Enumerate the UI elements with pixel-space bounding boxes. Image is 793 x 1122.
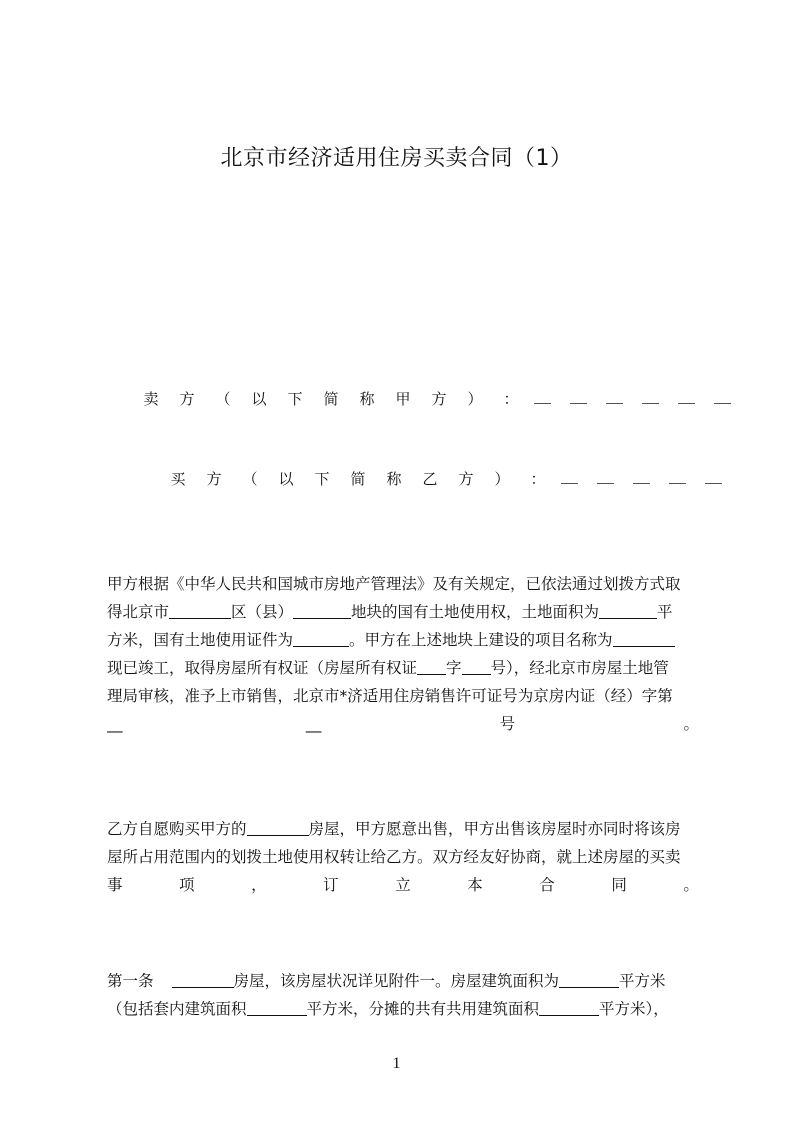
seller-char: 简 bbox=[323, 390, 339, 408]
text-char: 合 bbox=[539, 876, 555, 894]
fill-blank-cert-prefix bbox=[417, 658, 446, 675]
document-title: 北京市经济适用住房买卖合同（1） bbox=[220, 146, 573, 171]
text-char: 立 bbox=[395, 876, 411, 894]
seller-char: 卖 bbox=[143, 390, 159, 408]
text-fragment: 平 bbox=[657, 603, 673, 621]
text-line bbox=[107, 710, 699, 738]
text-fragment: 区（县） bbox=[231, 603, 294, 621]
text-line bbox=[107, 815, 699, 843]
fill-blank-building-area bbox=[559, 971, 619, 988]
text-fragment: 乙方自愿购买甲方的 bbox=[107, 820, 247, 838]
seller-char: ： bbox=[503, 390, 519, 408]
text-char: 事 bbox=[107, 876, 123, 894]
seller-blank bbox=[534, 390, 551, 404]
text-line bbox=[107, 967, 699, 995]
text-fragment: 方米，国有土地使用证件为 bbox=[107, 631, 294, 649]
fill-blank-inner-area bbox=[247, 999, 307, 1016]
text-char: 项 bbox=[179, 876, 195, 894]
page-number: 1 bbox=[392, 1055, 401, 1072]
seller-char: 方 bbox=[179, 390, 195, 408]
seller-char: 称 bbox=[359, 390, 375, 408]
seller-blank bbox=[678, 390, 695, 404]
buyer-char: 称 bbox=[386, 470, 402, 488]
text-line bbox=[107, 598, 699, 626]
buyer-blank bbox=[705, 470, 722, 484]
text-line bbox=[107, 995, 699, 1023]
text-line: 屋所占用范围内的划拨土地使用权转让给乙方。双方经友好协商，就上述房屋的买卖 bbox=[107, 848, 681, 866]
fill-blank-permit-2: __ bbox=[305, 715, 322, 733]
fill-blank-permit-1: __ bbox=[107, 715, 123, 733]
paragraph-land-use bbox=[107, 570, 699, 738]
fill-blank-shared-area bbox=[539, 999, 599, 1016]
buyer-char: （ bbox=[242, 470, 258, 488]
fill-blank-land-area bbox=[599, 602, 657, 619]
text-fragment: 房屋，甲方愿意出售，甲方出售该房屋时亦同时将该房 bbox=[308, 820, 681, 838]
fill-blank-house bbox=[247, 819, 309, 836]
fill-blank-project-name bbox=[613, 630, 675, 647]
buyer-blank bbox=[633, 470, 650, 484]
seller-blank bbox=[714, 390, 731, 404]
text-line bbox=[107, 626, 699, 654]
paragraph-purchase-intent bbox=[107, 815, 699, 899]
text-fragment: 平方米，分摊的共有共用建筑面积 bbox=[306, 1000, 540, 1018]
seller-char: 以 bbox=[251, 390, 267, 408]
text-line: 理局审核，准予上市销售，北京市*济适用住房销售许可证号为京房内证（经）字第 bbox=[107, 687, 673, 705]
text-fragment: 平方米）， bbox=[599, 1000, 669, 1018]
seller-char: 甲 bbox=[395, 390, 411, 408]
text-fragment: 。 bbox=[683, 715, 699, 733]
fill-blank-district bbox=[169, 602, 231, 619]
text-fragment: 号 bbox=[499, 715, 516, 733]
seller-blank bbox=[642, 390, 659, 404]
buyer-line bbox=[160, 468, 741, 489]
fill-blank-cert-number bbox=[462, 658, 491, 675]
text-fragment: 房屋，该房屋状况详见附件一。房屋建筑面积为 bbox=[233, 972, 560, 990]
buyer-char: 下 bbox=[314, 470, 330, 488]
article-one bbox=[107, 967, 699, 1023]
fill-blank-certificate bbox=[293, 630, 349, 647]
text-fragment: 字 bbox=[446, 659, 462, 677]
text-fragment: （包括套内建筑面积 bbox=[107, 1000, 247, 1018]
buyer-char: 简 bbox=[350, 470, 366, 488]
text-fragment: 得北京市 bbox=[107, 603, 170, 621]
seller-blank bbox=[606, 390, 623, 404]
text-line: 甲方根据《中华人民共和国城市房地产管理法》及有关规定，已依法通过划拨方式取 bbox=[107, 575, 681, 593]
buyer-blank bbox=[669, 470, 686, 484]
seller-char: （ bbox=[215, 390, 231, 408]
seller-line bbox=[133, 388, 750, 409]
text-char: 订 bbox=[323, 876, 339, 894]
seller-char: 方 bbox=[431, 390, 447, 408]
article-heading: 第一条 bbox=[107, 972, 154, 990]
buyer-char: 方 bbox=[458, 470, 474, 488]
fill-blank-house bbox=[172, 971, 234, 988]
text-char: 本 bbox=[467, 876, 483, 894]
text-fragment: 。甲方在上述地块上建设的项目名称为 bbox=[349, 631, 613, 649]
text-fragment: 地块的国有土地使用权，土地面积为 bbox=[351, 603, 600, 621]
buyer-char: 乙 bbox=[422, 470, 438, 488]
seller-blank bbox=[570, 390, 587, 404]
text-fragment: 现已竣工，取得房屋所有权证（房屋所有权证 bbox=[107, 659, 418, 677]
text-line bbox=[107, 654, 699, 682]
buyer-char: ： bbox=[530, 470, 546, 488]
text-line bbox=[107, 871, 699, 899]
buyer-char: 买 bbox=[170, 470, 186, 488]
text-fragment: 号），经北京市房屋土地管 bbox=[490, 659, 669, 677]
buyer-blank bbox=[561, 470, 578, 484]
text-char: 同 bbox=[611, 876, 627, 894]
seller-char: 下 bbox=[287, 390, 303, 408]
text-fragment: 平方米 bbox=[619, 972, 666, 990]
text-char: 。 bbox=[683, 876, 699, 894]
buyer-char: ） bbox=[494, 470, 510, 488]
fill-blank-plot bbox=[293, 602, 351, 619]
buyer-char: 方 bbox=[206, 470, 222, 488]
buyer-char: 以 bbox=[278, 470, 294, 488]
text-char: ， bbox=[251, 876, 267, 894]
buyer-blank bbox=[597, 470, 614, 484]
seller-char: ） bbox=[467, 390, 483, 408]
